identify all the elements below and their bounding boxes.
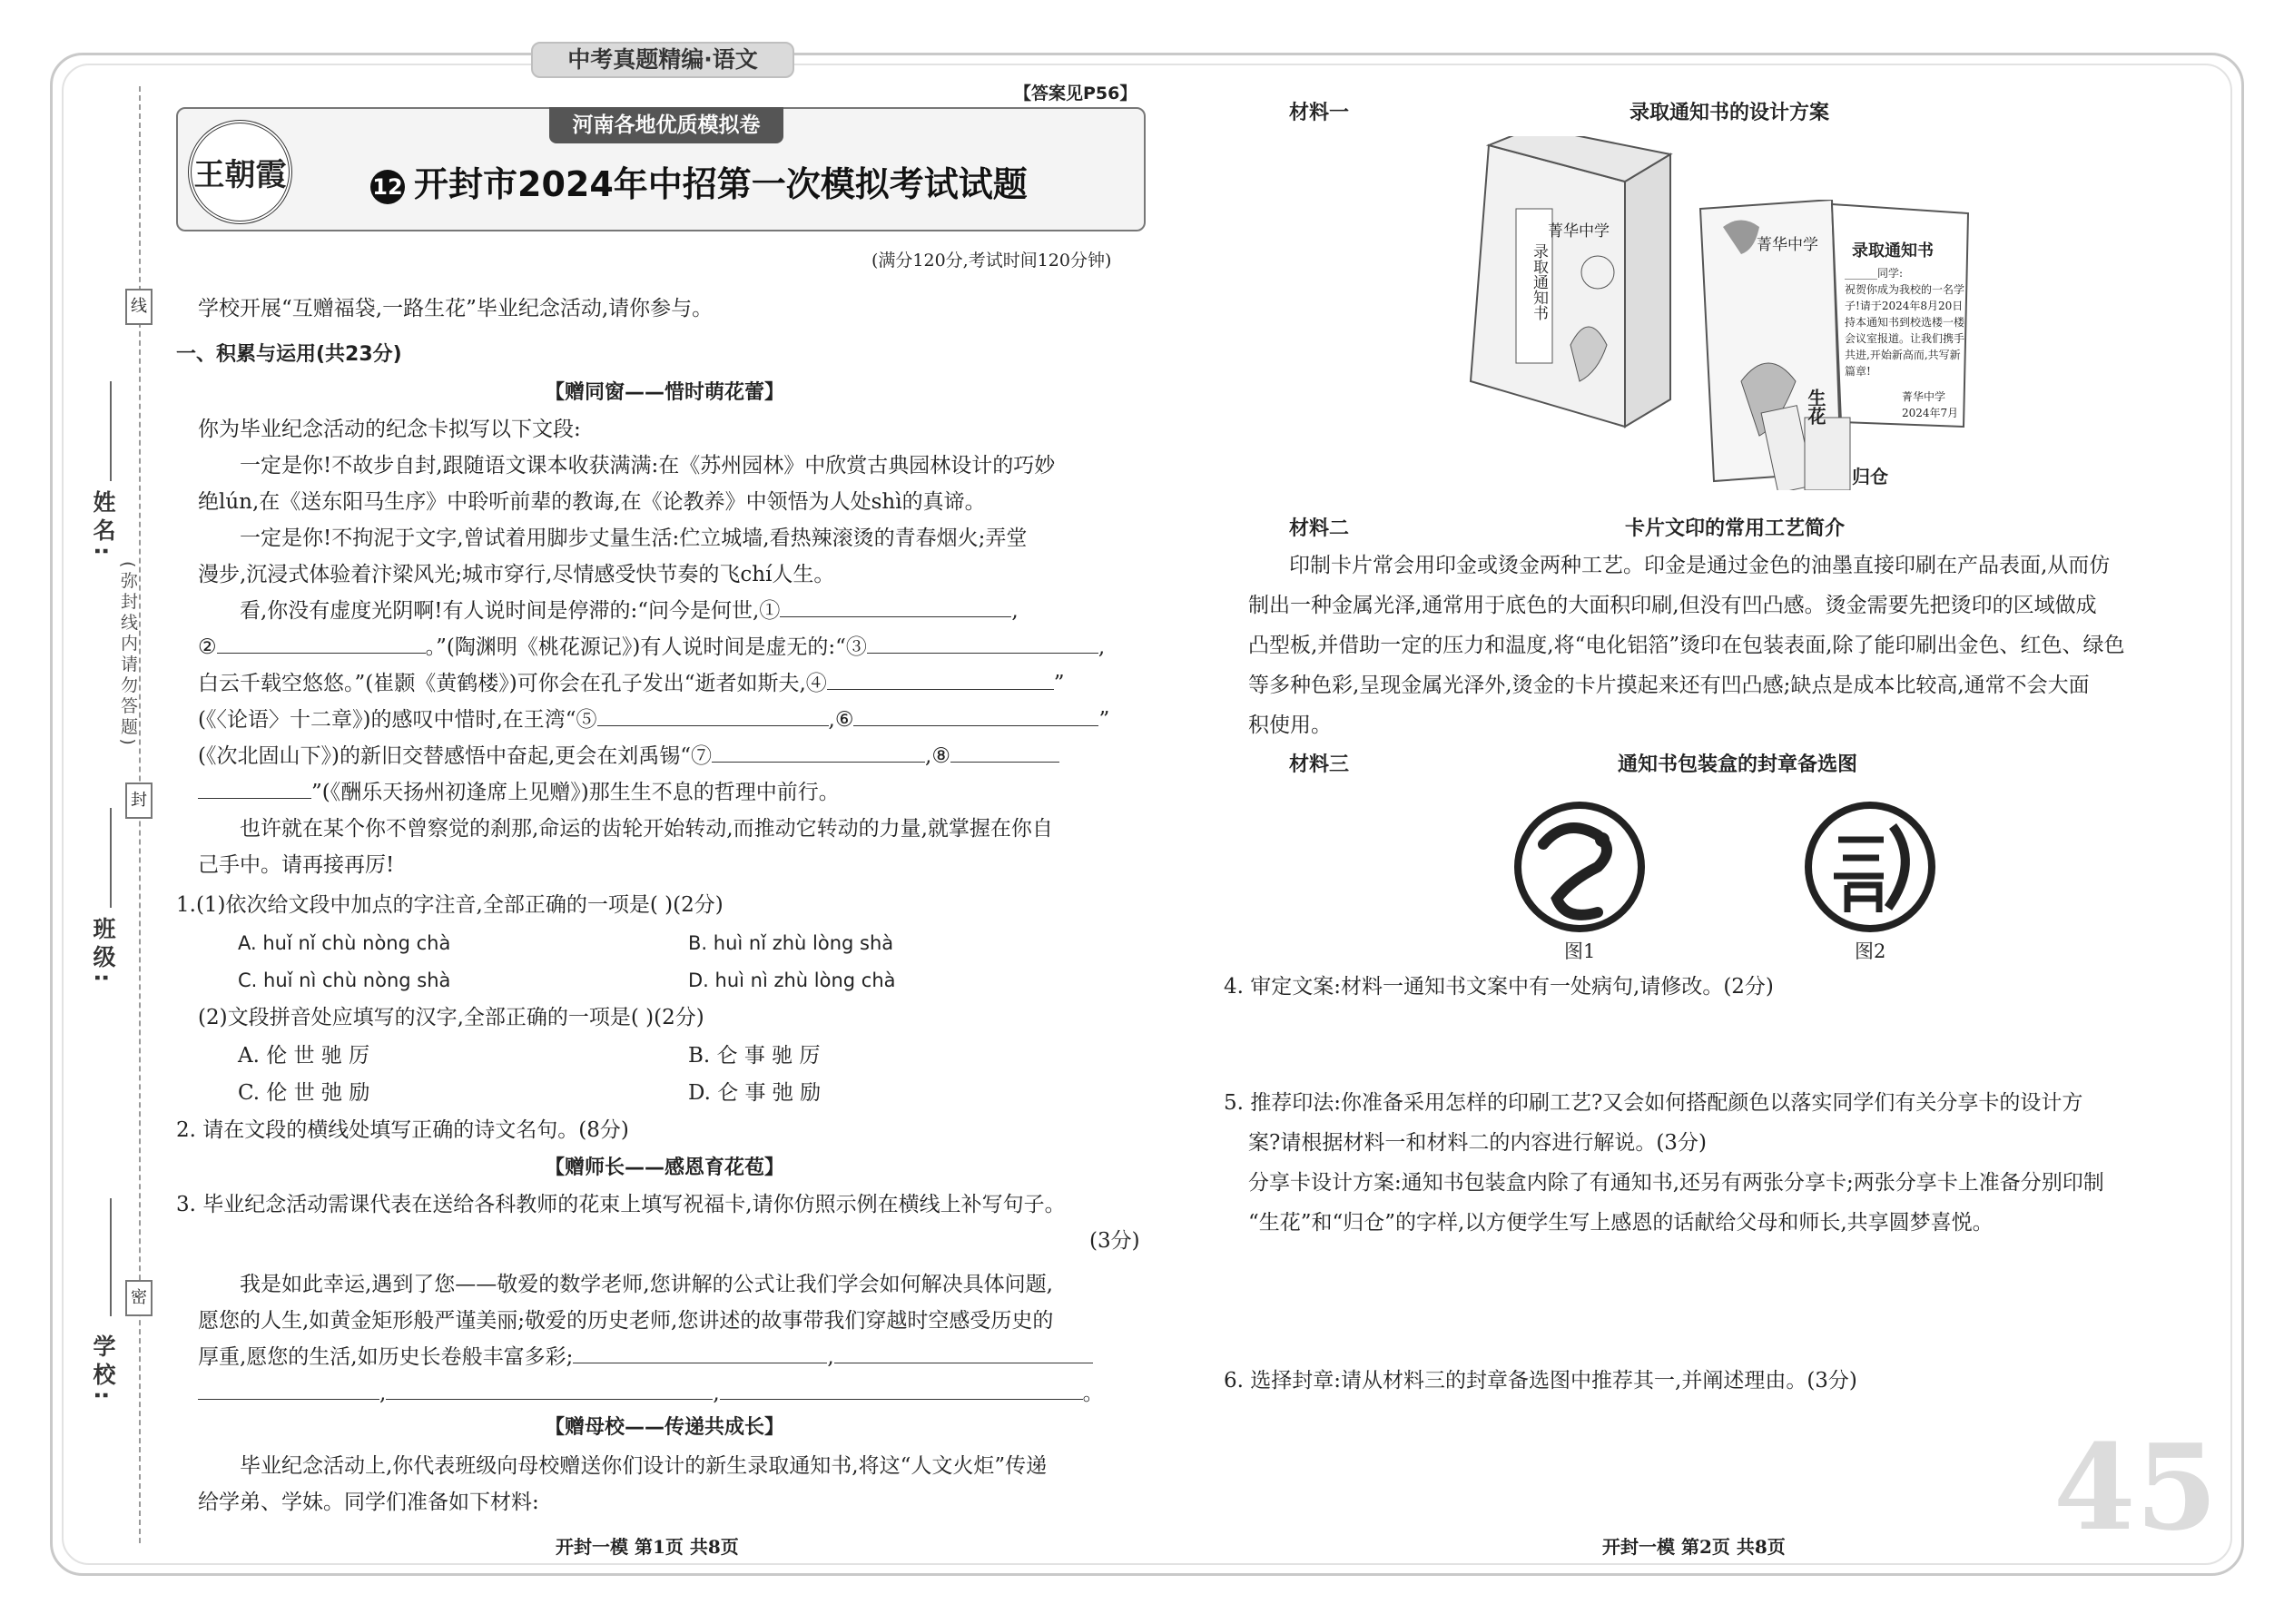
blank-2[interactable]: [217, 634, 426, 654]
passage-line: 看,你没有虚度光阴啊!有人说时间是停滞的:“问今是何世,① ,: [240, 599, 1019, 623]
answer-blank-d[interactable]: [386, 1380, 713, 1400]
option-2a[interactable]: A. 伦 世 驰 厉: [238, 1044, 370, 1068]
question-5-line: 案?请根据材料一和材料二的内容进行解说。(3分): [1248, 1131, 1707, 1155]
blank-5[interactable]: [597, 706, 829, 726]
passage-line: (《次北固山下》)的新旧交替感悟中奋起,更会在刘禹锡“⑦ ,⑧: [198, 743, 1059, 770]
letter-title: 录取通知书: [1852, 241, 1934, 261]
question-6: 6. 选择封章:请从材料三的封章备选图中推荐其一,并阐述理由。(3分): [1224, 1369, 1857, 1393]
material-2-line: 凸型板,并借助一定的压力和温度,将“电化铝箔”烫印在包装表面,除了能印刷出金色、红色、绿色: [1248, 634, 2125, 657]
figure-1-caption: 图1: [1564, 940, 1596, 962]
material-3-title: 通知书包装盒的封章备选图: [1618, 753, 1858, 776]
passage-line: ”(《酬乐天扬州初逢席上见赠》)那生生不息的哲理中前行。: [198, 779, 840, 806]
question-5-line: “生花”和“归仓”的字样,以方便学生写上感恩的话献给父母和师长,共享圆梦喜悦。: [1248, 1211, 1994, 1235]
example-line: 愿您的人生,如黄金矩形般严谨美丽;敬爱的历史老师,您讲述的故事带我们穿越时空感受历史的: [198, 1309, 1054, 1333]
name-label: 姓名:: [90, 490, 116, 561]
blank-7[interactable]: [712, 743, 925, 763]
letter-body: ______同学: 祝贺你成为我校的一名学子!请于2024年8月20日持本通知书到校选楼一楼会议室报道。让我们携手共进,开始新高而,共写新篇章!: [1845, 267, 1965, 378]
intro-text: 学校开展“互赠福袋,一路生花”毕业纪念活动,请你参与。: [198, 297, 714, 320]
passage-line: 白云千载空悠悠。”(崔颢《黄鹤楼》)可你会在孔子发出“逝者如斯夫,④ ”: [198, 672, 1065, 695]
exam-number-badge: 12: [370, 170, 405, 204]
subsection-heading-3: 【赠母校——传递共成长】: [545, 1416, 785, 1439]
footer-left: 开封一模 第1页 共8页: [556, 1536, 739, 1558]
blank-4[interactable]: [827, 670, 1054, 690]
answer-blank-e[interactable]: [720, 1380, 1083, 1400]
passage-line: (《〈论语〉十二章》)的感叹中惜时,在王湾“⑤ ,⑥ ”: [198, 708, 1110, 732]
answer-blank-a[interactable]: [573, 1343, 827, 1363]
example-line: , , 。: [198, 1380, 1104, 1407]
blank-1[interactable]: [780, 597, 1011, 617]
passage-line: 一定是你!不拘泥于文字,曾试着用脚步丈量生活:伫立城墙,看热辣滚烫的青春烟火;弄堂: [240, 527, 1028, 550]
material-2-line: 等多种色彩,呈现金属光泽外,烫金的卡片摸起来还有凹凸感;缺点是成本比较高,通常不会大面: [1248, 674, 2090, 697]
option-2c[interactable]: C. 伦 世 弛 励: [238, 1081, 370, 1105]
seal-dragon-icon: [1511, 799, 1648, 935]
school-field[interactable]: [110, 1198, 112, 1316]
option-2b[interactable]: B. 仑 事 驰 厉: [688, 1044, 821, 1068]
material-2-line: 积使用。: [1248, 714, 1332, 737]
page-number: 45: [2053, 1418, 2218, 1557]
material-2-line: 制出一种金属光泽,通常用于底色的大面积印刷,但没有凹凸感。烫金需要先把烫印的区域做成: [1248, 594, 2097, 617]
example-line: 我是如此幸运,遇到了您——敬爱的数学老师,您讲解的公式让我们学会如何解决具体问题,: [240, 1273, 1053, 1296]
figure-2-caption: 图2: [1855, 940, 1886, 962]
section-heading: 一、积累与运用(共23分): [176, 343, 402, 366]
exam-title: 12 开封市2024年中招第一次模拟考试试题: [370, 156, 1028, 206]
seal-qing-icon: [1802, 799, 1938, 935]
passage-line: 毕业纪念活动上,你代表班级向母校赠送你们设计的新生录取通知书,将这“人文火炬”传递: [240, 1454, 1048, 1478]
option-1a[interactable]: A. huǐ nǐ chù nòng chà: [238, 932, 451, 954]
material-1-label: 材料一: [1289, 102, 1350, 124]
question-5: 5. 推荐印法:你准备采用怎样的印刷工艺?又会如何搭配颜色以落实同学们有关分享卡的设计方: [1224, 1091, 2083, 1115]
example-line: 厚重,愿您的生活,如历史长卷般丰富多彩; ,: [198, 1343, 1093, 1371]
blank-3[interactable]: [867, 634, 1098, 654]
box-school-name: 菁华中学: [1548, 222, 1610, 241]
answer-blank-c[interactable]: [198, 1380, 379, 1400]
material-1-title: 录取通知书的设计方案: [1629, 102, 1830, 124]
passage-line: 己手中。请再接再厉!: [198, 853, 395, 877]
box-label: 录取通知书: [1530, 243, 1548, 320]
option-2d[interactable]: D. 仑 事 弛 励: [688, 1081, 822, 1105]
question-2: 2. 请在文段的横线处填写正确的诗文名句。(8分): [176, 1118, 629, 1142]
question-4: 4. 审定文案:材料一通知书文案中有一处病句,请修改。(2分): [1224, 975, 1774, 999]
class-field[interactable]: [110, 808, 112, 908]
letter-sign: 菁华中学 2024年7月: [1902, 390, 1959, 419]
material-2-label: 材料二: [1289, 517, 1350, 540]
material-3-label: 材料三: [1289, 753, 1350, 776]
question-3-score: (3分): [1089, 1229, 1140, 1253]
card-shenghua: 生花: [1805, 389, 1826, 425]
school-label: 学校:: [90, 1334, 116, 1405]
passage-line: ② 。”(陶渊明《桃花源记》)有人说时间是虚无的:“③ ,: [198, 635, 1106, 659]
question-1: 1.(1)依次给文段中加点的字注音,全部正确的一项是( )(2分): [176, 893, 724, 917]
series-ribbon: 河南各地优质模拟卷: [549, 107, 783, 143]
blank-6[interactable]: [853, 706, 1098, 726]
option-1b[interactable]: B. huì nǐ zhù lòng shà: [688, 932, 894, 954]
answer-blank-b[interactable]: [834, 1343, 1093, 1363]
name-field[interactable]: [110, 381, 112, 481]
seal-mark-top: 线: [125, 289, 153, 325]
passage-line: 给学弟、学妹。同学们准备如下材料:: [198, 1491, 539, 1514]
passage-line: 也许就在某个你不曾察觉的刹那,命运的齿轮开始转动,而推动它转动的力量,就掌握在你自: [240, 817, 1053, 841]
card-guicang: 归仓: [1852, 466, 1888, 487]
option-1c[interactable]: C. huǐ nì chù nòng shà: [238, 969, 451, 991]
seal-note: (弥封线内请勿答题): [118, 561, 138, 749]
seal-mark-middle: 封: [125, 782, 153, 819]
subsection-heading-1: 【赠同窗——惜时萌花蕾】: [545, 381, 785, 404]
letter-school-name: 菁华中学: [1757, 236, 1818, 254]
blank-8[interactable]: [950, 743, 1059, 763]
blank-8-cont[interactable]: [198, 779, 311, 799]
publisher-logo: 王朝霞: [188, 120, 292, 224]
option-1d[interactable]: D. huì nì zhù lòng chà: [688, 969, 896, 991]
question-1-2: (2)文段拼音处应填写的汉字,全部正确的一项是( )(2分): [198, 1006, 704, 1029]
material-2-title: 卡片文印的常用工艺简介: [1625, 517, 1846, 540]
passage-line: 你为毕业纪念活动的纪念卡拟写以下文段:: [198, 418, 581, 441]
book-title-tab: 中考真题精编·语文: [531, 42, 794, 78]
answer-reference: 【答案见P56】: [1014, 84, 1137, 103]
passage-line: 漫步,沉浸式体验着汴梁风光;城市穿行,尽情感受快节奏的飞chí人生。: [198, 563, 835, 586]
footer-right: 开封一模 第2页 共8页: [1602, 1536, 1786, 1558]
notice-box-illustration: [1462, 136, 1679, 436]
question-3: 3. 毕业纪念活动需课代表在送给各科教师的花束上填写祝福卡,请你仿照示例在横线上补写句子。: [176, 1193, 1066, 1216]
passage-line: 一定是你!不故步自封,跟随语文课本收获满满:在《苏州园林》中欣赏古典园林设计的巧妙: [240, 454, 1056, 477]
question-5-line: 分享卡设计方案:通知书包装盒内除了有通知书,还另有两张分享卡;两张分享卡上准备分别印制: [1248, 1171, 2104, 1195]
class-label: 班级:: [90, 917, 116, 988]
score-note: (满分120分,考试时间120分钟): [871, 251, 1112, 271]
subsection-heading-2: 【赠师长——感恩育花苞】: [545, 1156, 785, 1179]
passage-line: 绝lún,在《送东阳马生序》中聆听前辈的教诲,在《论教养》中领悟为人处shì的真谛。: [198, 490, 986, 514]
seal-mark-bottom: 密: [125, 1280, 153, 1316]
material-2-line: 印制卡片常会用印金或烫金两种工艺。印金是通过金色的油墨直接印刷在产品表面,从而仿: [1289, 554, 2111, 577]
